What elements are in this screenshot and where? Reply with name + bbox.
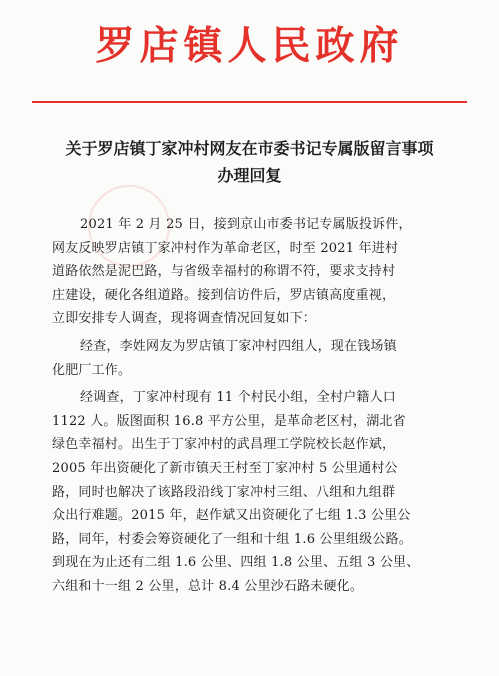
paragraph-line: 立即安排专人调查，现将调查情况回复如下： xyxy=(52,311,317,327)
paragraph-line: 到现在为止还有二组 1.6 公里、四组 1.8 公里、五组 3 公里、 xyxy=(52,555,420,571)
paragraph-line: 庄建设，硬化各组道路。接到信访件后，罗店镇高度重视， xyxy=(52,287,396,303)
paragraph-line: 2005 年出资硬化了新市镇天王村至丁家冲村 5 公里通村公 xyxy=(52,460,398,476)
paragraph-line: 网友反映罗店镇丁家冲村作为革命老区，时至 2021 年进村 xyxy=(52,240,399,256)
paragraph-intro xyxy=(52,213,452,331)
paragraph-finding-1 xyxy=(52,335,452,382)
paragraph-line: 道路依然是泥巴路，与省级幸福村的称谓不符，要求支持村 xyxy=(52,264,396,280)
paragraph-line: 化肥厂工作。 xyxy=(52,362,132,378)
paragraph-line: 经调查，丁家冲村现有 11 个村民小组，全村户籍人口 xyxy=(80,390,397,406)
paragraph-line: 绿色幸福村。出生于丁家冲村的武昌理工学院校长赵作斌， xyxy=(52,437,396,453)
government-header-title: 罗店镇人民政府 xyxy=(95,23,404,69)
paragraph-finding-2 xyxy=(52,386,452,598)
paragraph-line: 经查，李姓网友为罗店镇丁家冲村四组人，现在钱场镇 xyxy=(80,338,397,354)
document-body xyxy=(52,213,452,603)
document-title xyxy=(32,135,467,189)
paragraph-line: 路，同年，村委会筹资硬化了一组和十组 1.6 公里组级公路。 xyxy=(52,531,412,547)
document-title-line: 办理回复 xyxy=(217,166,282,185)
red-header-rule xyxy=(32,101,467,103)
paragraph-line: 2021 年 2 月 25 日，接到京山市委书记专属版投诉件， xyxy=(80,217,412,232)
paragraph-line: 路，同时也解决了该路段沿线丁家冲村三组、八组和九组群 xyxy=(52,484,396,500)
paragraph-line: 1122 人。版图面积 16.8 平方公里，是革命老区村，湖北省 xyxy=(52,413,406,429)
paragraph-line: 众出行难题。2015 年，赵作斌又出资硬化了七组 1.3 公里公 xyxy=(52,508,411,524)
paragraph-line: 六组和十一组 2 公里，总计 8.4 公里沙石路未硬化。 xyxy=(52,578,364,594)
document-title-line: 关于罗店镇丁家冲村网友在市委书记专属版留言事项 xyxy=(65,139,434,158)
